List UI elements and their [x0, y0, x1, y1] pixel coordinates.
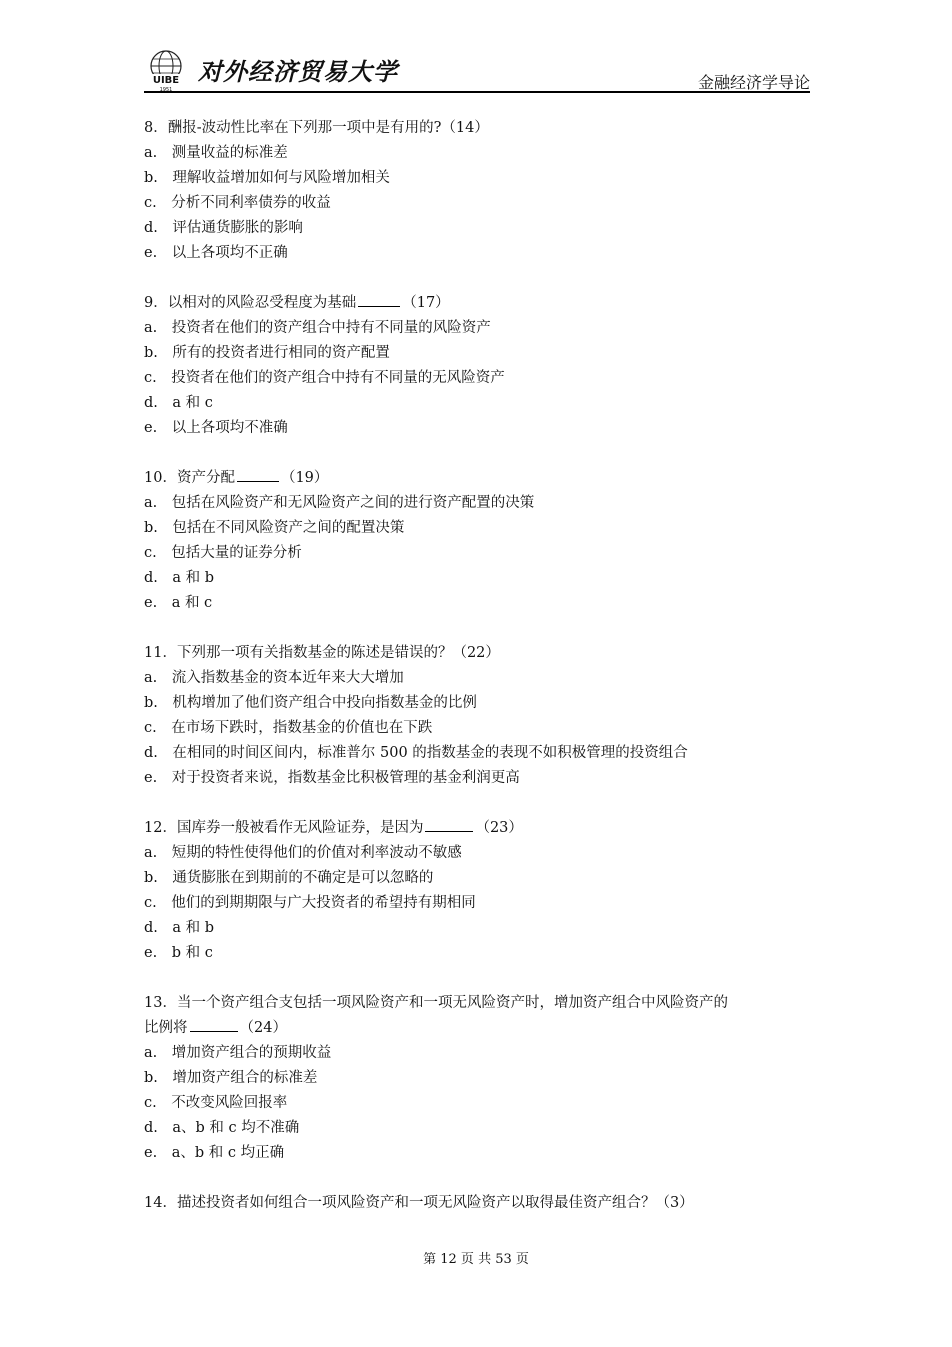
question-stem: 11．下列那一项有关指数基金的陈述是错误的？（22） — [144, 645, 500, 661]
course-title: 金融经济学导论 — [697, 73, 810, 92]
option-d: d. a 和 b — [144, 570, 215, 586]
option-e: e. 以上各项均不正确 — [144, 245, 288, 261]
option-c: c. 包括大量的证券分析 — [144, 545, 302, 561]
option-a: a. 增加资产组合的预期收益 — [144, 1045, 332, 1061]
page-number: 第 12 页 共 53 页 — [423, 1252, 529, 1267]
question-12 — [144, 816, 814, 966]
answer-blank — [358, 292, 400, 307]
question-14 — [144, 1191, 814, 1216]
question-stem: 9．以相对的风险忍受程度为基础 （17） — [144, 291, 814, 316]
option-c: c. 不改变风险回报率 — [144, 1095, 288, 1111]
question-stem: 12．国库券一般被看作无风险证券，是因为 （23） — [144, 816, 814, 841]
svg-text:UIBE: UIBE — [152, 75, 180, 86]
option-d: d. a 和 c — [144, 395, 213, 411]
option-e: e. a、b 和 c 均正确 — [144, 1145, 285, 1161]
option-c: c. 他们的到期期限与广大投资者的希望持有期相同 — [144, 895, 476, 911]
answer-blank — [190, 1017, 238, 1032]
option-c: c. 投资者在他们的资产组合中持有不同量的无风险资产 — [144, 370, 505, 386]
answer-blank — [425, 817, 473, 832]
question-10 — [144, 466, 814, 616]
option-b: b. 所有的投资者进行相同的资产配置 — [144, 345, 390, 361]
option-e: e. b 和 c — [144, 945, 213, 961]
page-header — [144, 40, 810, 94]
question-stem: 14．描述投资者如何组合一项风险资产和一项无风险资产以取得最佳资产组合？（3） — [144, 1195, 694, 1211]
option-a: a. 短期的特性使得他们的价值对利率波动不敏感 — [144, 845, 462, 861]
option-a: a. 测量收益的标准差 — [144, 145, 288, 161]
option-d: d. 在相同的时间区间内，标准普尔 500 的指数基金的表现不如积极管理的投资组合 — [144, 745, 688, 761]
option-b: b. 机构增加了他们资产组合中投向指数基金的比例 — [144, 695, 477, 711]
question-stem: 10．资产分配 （19） — [144, 466, 814, 491]
question-11 — [144, 641, 814, 791]
option-b: b. 包括在不同风险资产之间的配置决策 — [144, 520, 405, 536]
university-logo-icon — [144, 48, 188, 92]
question-9 — [144, 291, 814, 441]
option-b: b. 理解收益增加如何与风险增加相关 — [144, 170, 390, 186]
option-a: a. 流入指数基金的资本近年来大大增加 — [144, 670, 404, 686]
question-list — [144, 116, 814, 1241]
option-a: a. 包括在风险资产和无风险资产之间的进行资产配置的决策 — [144, 495, 535, 511]
header-divider — [144, 91, 810, 93]
question-stem: 8．酬报-波动性比率在下列那一项中是有用的?（14） — [144, 120, 489, 136]
question-8 — [144, 116, 814, 266]
option-d: d. a 和 b — [144, 920, 215, 936]
option-d: d. a、b 和 c 均不准确 — [144, 1120, 300, 1136]
option-b: b. 增加资产组合的标准差 — [144, 1070, 318, 1086]
option-c: c. 分析不同利率债券的收益 — [144, 195, 331, 211]
option-e: e. a 和 c — [144, 595, 213, 611]
option-e: e. 以上各项均不准确 — [144, 420, 288, 436]
university-name: 对外经济贸易大学 — [198, 57, 398, 86]
option-e: e. 对于投资者来说，指数基金比积极管理的基金利润更高 — [144, 770, 520, 786]
svg-text:1951: 1951 — [159, 87, 173, 92]
answer-blank — [237, 467, 279, 482]
option-a: a. 投资者在他们的资产组合中持有不同量的风险资产 — [144, 320, 491, 336]
question-stem: 13．当一个资产组合支包括一项风险资产和一项无风险资产时，增加资产组合中风险资产的 — [144, 995, 728, 1011]
question-stem-continued: 比例将 （24） — [144, 1016, 814, 1041]
option-d: d. 评估通货膨胀的影响 — [144, 220, 303, 236]
question-13 — [144, 991, 814, 1166]
option-c: c. 在市场下跌时，指数基金的价值也在下跌 — [144, 720, 433, 736]
option-b: b. 通货膨胀在到期前的不确定是可以忽略的 — [144, 870, 434, 886]
